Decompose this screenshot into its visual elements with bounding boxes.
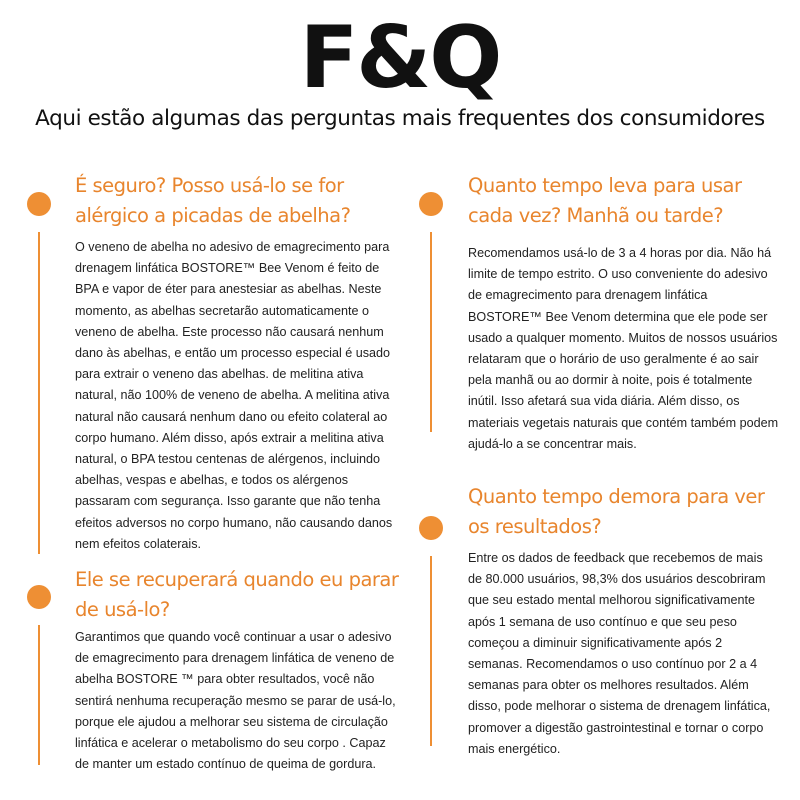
faq-divider-line xyxy=(38,232,40,554)
faq-question: Ele se recuperará quando eu parar de usá-lo? xyxy=(75,568,399,621)
orange-dot-icon xyxy=(27,192,51,216)
faq-answer: Recomendamos usá-lo de 3 a 4 horas por dia. Não há limite de tempo estrito. O uso conveniente do adesivo de emagrecimento para drenagem linfática BOSTORE™ Bee Venom determina que ele pode ser usado a qualquer momento. Muitos de nossos usuários relataram que o horário de uso geralmente é ao sair pela manhã ou ao dormir à noite, pois é totalmente inútil. Isso afetará sua vida diária. Além disso, os materiais vegetais naturais que contém também podem ajudá-lo a se concentrar mais. xyxy=(468,246,779,451)
orange-dot-icon xyxy=(27,585,51,609)
faq-answer: Entre os dados de feedback que recebemos de mais de 80.000 usuários, 98,3% dos usuários descobriram que seu estado mental melhorou significativamente após 1 semana de uso contínuo e que seu peso começou a diminuir significativamente após 2 semanas. Recomendamos o uso contínuo por 2 a 4 semanas para obter os melhores resultados. Além disso, pode melhorar o sistema de drenagem linfática, promover a digestão gastrointestinal e tornar o corpo mais energético. xyxy=(468,551,771,756)
faq-answer: O veneno de abelha no adesivo de emagrecimento para drenagem linfática BOSTORE™ Bee Venom é feito de BPA e vapor de éter para anestesiar as abelhas. Neste momento, as abelhas secretarão automaticamente o veneno de abelha. Este processo não causará nenhum dano às abelhas, e então um processo especial é usado para extrair o veneno das abelhas. de melitina ativa natural, não 100% de veneno de abelha. A melitina ativa natural não causará nenhum dano ou efeito colateral ao corpo humano. Além disso, após extrair a melitina ativa natural, o BPA testou centenas de alérgenos, incluindo abelhas, vespas e abelhas, e todos os alérgenos passaram com segurança. Isso garante que não tenha efeitos adversos no corpo humano, não causando danos nem efeitos colaterais. xyxy=(75,240,393,551)
faq-question: É seguro? Posso usá-lo se for alérgico a picadas de abelha? xyxy=(75,174,351,227)
orange-dot-icon xyxy=(419,516,443,540)
faq-divider-line xyxy=(38,625,40,765)
orange-dot-icon xyxy=(419,192,443,216)
page-subtitle: Aqui estão algumas das perguntas mais frequentes dos consumidores xyxy=(35,106,765,131)
faq-question: Quanto tempo demora para ver os resultados? xyxy=(468,485,765,538)
faq-answer: Garantimos que quando você continuar a usar o adesivo de emagrecimento para drenagem linfática de veneno de abelha BOSTORE ™ para obter resultados, você não sentirá nenhuma recuperação mesmo se parar de usá-lo, porque ele ajudou a melhorar seu sistema de circulação linfática e acelerar o metabolismo do seu corpo . Capaz de manter um estado contínuo de queima de gordura. xyxy=(75,630,396,772)
faq-question: Quanto tempo leva para usar cada vez? Manhã ou tarde? xyxy=(468,174,742,227)
page-title: F&Q xyxy=(299,8,501,108)
faq-divider-line xyxy=(430,232,432,432)
faq-divider-line xyxy=(430,556,432,746)
